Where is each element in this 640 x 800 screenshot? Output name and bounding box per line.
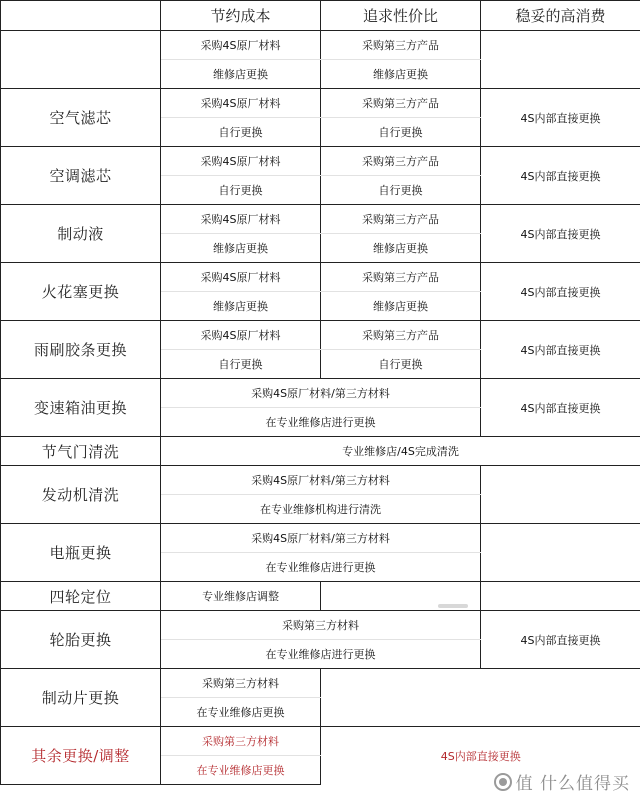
value-material: 采购第三方产品 bbox=[321, 321, 481, 350]
premium-cell bbox=[481, 31, 640, 89]
save-method: 自行更换 bbox=[161, 350, 321, 379]
merged-material: 采购4S原厂材料/第三方材料 bbox=[161, 466, 481, 495]
value-method: 维修店更换 bbox=[321, 234, 481, 263]
row-item: 四轮定位 bbox=[1, 582, 161, 611]
premium-cell: 4S内部直接更换 bbox=[481, 147, 640, 205]
value-material: 采购第三方产品 bbox=[321, 263, 481, 292]
save-material: 采购第三方材料 bbox=[161, 669, 321, 698]
save-method: 自行更换 bbox=[161, 118, 321, 147]
row-item: 空气滤芯 bbox=[1, 89, 161, 147]
table-row bbox=[1, 727, 640, 756]
save-material: 采购4S原厂材料 bbox=[161, 147, 321, 176]
merged-method: 在专业维修店进行更换 bbox=[161, 553, 481, 582]
merged-material: 采购第三方材料 bbox=[161, 611, 481, 640]
site-watermark bbox=[494, 769, 630, 794]
header-premium: 稳妥的高消费 bbox=[481, 1, 640, 31]
premium-cell: 4S内部直接更换 bbox=[481, 205, 640, 263]
header-corner bbox=[1, 1, 161, 31]
watermark-text: 值 什么值得买 bbox=[515, 774, 630, 794]
row-item: 节气门清洗 bbox=[1, 437, 161, 466]
premium-cell: 4S内部直接更换 bbox=[481, 321, 640, 379]
save-single: 专业维修店调整 bbox=[161, 582, 321, 611]
table-row bbox=[1, 321, 640, 350]
watermark-logo-icon bbox=[494, 773, 512, 791]
save-method: 自行更换 bbox=[161, 176, 321, 205]
save-method: 维修店更换 bbox=[161, 234, 321, 263]
value-method: 维修店更换 bbox=[321, 60, 481, 89]
table-row bbox=[1, 437, 640, 466]
save-method: 在专业维修店更换 bbox=[161, 698, 321, 727]
table-row bbox=[1, 582, 640, 611]
header-row bbox=[1, 1, 640, 31]
scan-smudge bbox=[438, 604, 468, 608]
value-material: 采购第三方产品 bbox=[321, 147, 481, 176]
table-row bbox=[1, 31, 640, 60]
value-material: 采购第三方产品 bbox=[321, 31, 481, 60]
row-item: 制动片更换 bbox=[1, 669, 161, 727]
premium-cell bbox=[481, 466, 640, 524]
premium-blank bbox=[481, 582, 640, 611]
row-item: 轮胎更换 bbox=[1, 611, 161, 669]
table-row bbox=[1, 263, 640, 292]
merged-method: 在专业维修店进行更换 bbox=[161, 640, 481, 669]
merged-material: 采购4S原厂材料/第三方材料 bbox=[161, 379, 481, 408]
premium-cell bbox=[481, 524, 640, 582]
table-row bbox=[1, 379, 640, 408]
row-item: 火花塞更换 bbox=[1, 263, 161, 321]
table-row bbox=[1, 89, 640, 118]
row-item: 发动机清洗 bbox=[1, 466, 161, 524]
save-method: 维修店更换 bbox=[161, 60, 321, 89]
row-item: 制动液 bbox=[1, 205, 161, 263]
rest-cell: 4S内部直接更换 bbox=[321, 727, 640, 785]
row-item: 其余更换/调整 bbox=[1, 727, 161, 785]
save-material: 采购4S原厂材料 bbox=[161, 89, 321, 118]
save-material: 采购4S原厂材料 bbox=[161, 321, 321, 350]
save-material: 采购第三方材料 bbox=[161, 727, 321, 756]
blank-cell bbox=[321, 669, 640, 727]
premium-cell: 4S内部直接更换 bbox=[481, 89, 640, 147]
save-method: 在专业维修店更换 bbox=[161, 756, 321, 785]
row-item bbox=[1, 31, 161, 89]
save-material: 采购4S原厂材料 bbox=[161, 31, 321, 60]
row-item: 变速箱油更换 bbox=[1, 379, 161, 437]
table-row bbox=[1, 524, 640, 553]
merged-material: 采购4S原厂材料/第三方材料 bbox=[161, 524, 481, 553]
table-row bbox=[1, 466, 640, 495]
table-row bbox=[1, 669, 640, 698]
row-item: 空调滤芯 bbox=[1, 147, 161, 205]
premium-cell: 4S内部直接更换 bbox=[481, 263, 640, 321]
header-save-cost: 节约成本 bbox=[161, 1, 321, 31]
span-all-cell: 专业维修店/4S完成清洗 bbox=[161, 437, 640, 466]
premium-cell: 4S内部直接更换 bbox=[481, 379, 640, 437]
table-row bbox=[1, 611, 640, 640]
value-method: 自行更换 bbox=[321, 118, 481, 147]
save-material: 采购4S原厂材料 bbox=[161, 205, 321, 234]
value-material: 采购第三方产品 bbox=[321, 205, 481, 234]
premium-cell: 4S内部直接更换 bbox=[481, 611, 640, 669]
table-row bbox=[1, 147, 640, 176]
value-material: 采购第三方产品 bbox=[321, 89, 481, 118]
value-method: 维修店更换 bbox=[321, 292, 481, 321]
value-method: 自行更换 bbox=[321, 350, 481, 379]
save-material: 采购4S原厂材料 bbox=[161, 263, 321, 292]
save-method: 维修店更换 bbox=[161, 292, 321, 321]
row-item: 电瓶更换 bbox=[1, 524, 161, 582]
table-row bbox=[1, 205, 640, 234]
header-value: 追求性价比 bbox=[321, 1, 481, 31]
row-item: 雨刷胶条更换 bbox=[1, 321, 161, 379]
merged-method: 在专业维修机构进行清洗 bbox=[161, 495, 481, 524]
value-method: 自行更换 bbox=[321, 176, 481, 205]
merged-method: 在专业维修店进行更换 bbox=[161, 408, 481, 437]
